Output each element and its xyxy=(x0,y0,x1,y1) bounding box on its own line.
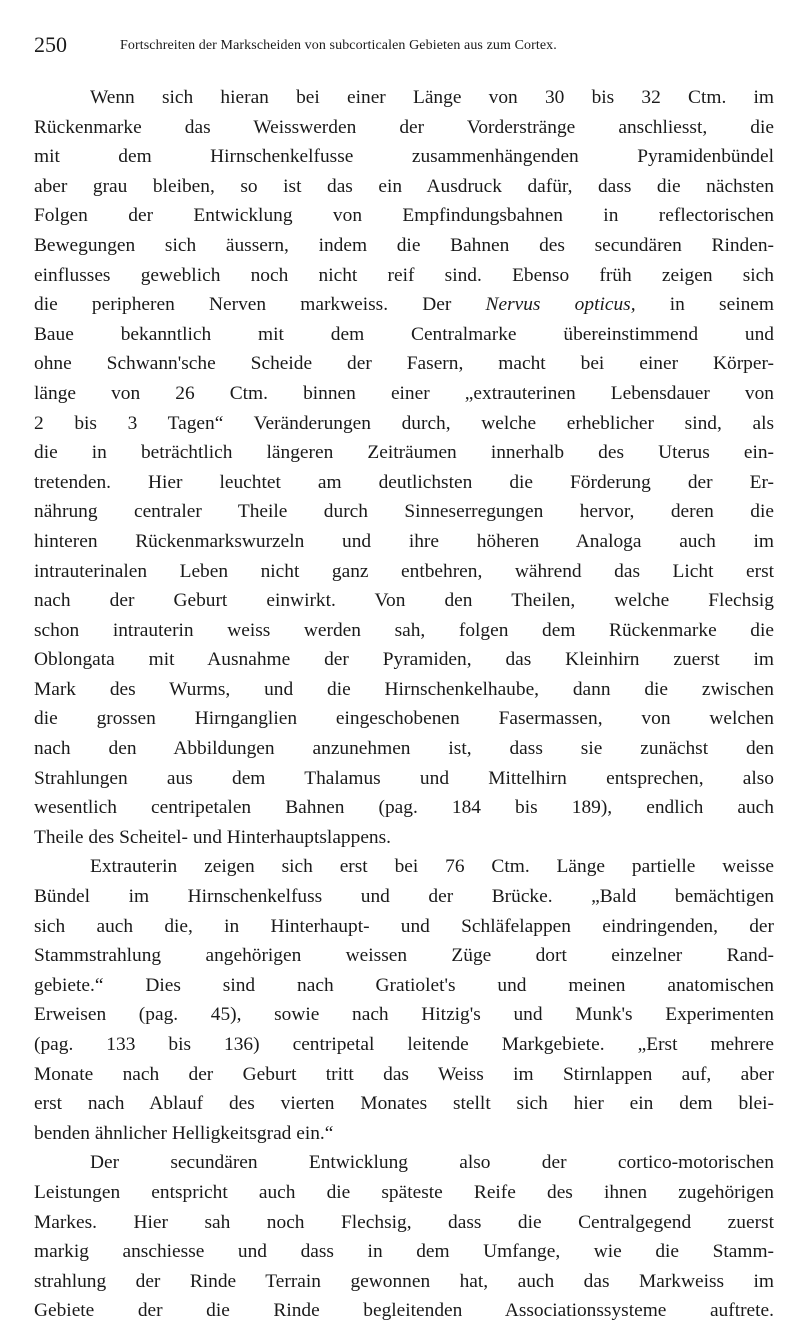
text-line: Wenn sich hieran bei einer Länge von 30 bis 32 Ctm. im xyxy=(90,87,774,108)
text-line: Gebiete der die Rinde begleitenden Associationssysteme auftrete. xyxy=(34,1300,774,1322)
text-line: Extrauterin zeigen sich erst bei 76 Ctm. Länge partielle weisse xyxy=(90,856,774,878)
body-text xyxy=(34,83,774,1326)
text-line: mit dem Hirnschenkelfusse zusammenhängenden Pyramidenbündel xyxy=(34,146,774,168)
text-line: nährung centraler Theile durch Sinneserregungen hervor, deren die xyxy=(34,501,774,523)
text-line: Erweisen (pag. 45), sowie nach Hitzig's und Munk's Experimenten xyxy=(34,1004,774,1026)
text-line: ohne Schwann'sche Scheide der Fasern, macht bei einer Körper- xyxy=(34,353,774,375)
page-header xyxy=(34,30,784,60)
text-segment: in seinem xyxy=(669,294,774,316)
text-line: (pag. 133 bis 136) centripetal leitende Markgebiete. „Erst mehrere xyxy=(34,1034,774,1055)
text-line: einflusses geweblich noch nicht reif sind. Ebenso früh zeigen sich xyxy=(34,264,774,286)
text-line: benden ähnlicher Helligkeitsgrad ein.“ xyxy=(34,1122,334,1144)
text-line: schon intrauterin weiss werden sah, folgen dem Rückenmarke die xyxy=(34,619,774,641)
text-line: nach den Abbildungen anzunehmen ist, dass sie zunächst den xyxy=(34,738,774,760)
text-line: strahlung der Rinde Terrain gewonnen hat, auch das Markweiss im xyxy=(34,1270,774,1292)
text-line: Bewegungen sich äussern, indem die Bahnen des secundären Rinden- xyxy=(34,234,774,256)
text-line: Monate nach der Geburt tritt das Weiss im Stirnlappen auf, aber xyxy=(34,1063,774,1085)
italic-term: Nervus opticus, xyxy=(485,294,636,316)
text-line: die in beträchtlich längeren Zeiträumen innerhalb des Uterus ein- xyxy=(34,442,774,464)
text-line: Mark des Wurms, und die Hirnschenkelhaube, dann die zwischen xyxy=(34,678,774,700)
running-head: Fortschreiten der Markscheiden von subcorticalen Gebieten aus zum Cortex. xyxy=(120,38,557,53)
text-line: Strahlungen aus dem Thalamus und Mittelhirn entsprechen, also xyxy=(34,767,774,789)
page-number: 250 xyxy=(34,32,67,57)
text-line: 2 bis 3 Tagen“ Veränderungen durch, welche erheblicher sind, als xyxy=(34,412,774,434)
text-line: Bündel im Hirnschenkelfuss und der Brücke. „Bald bemächtigen xyxy=(34,886,774,908)
text-line: erst nach Ablauf des vierten Monates stellt sich hier ein dem blei- xyxy=(34,1093,774,1115)
text-line: Folgen der Entwicklung von Empfindungsbahnen in reflectorischen xyxy=(34,205,774,227)
text-segment: die peripheren Nerven markweiss. Der xyxy=(34,294,452,316)
text-line: hinteren Rückenmarkswurzeln und ihre höheren Analoga auch im xyxy=(34,530,774,552)
text-line: länge von 26 Ctm. binnen einer „extrauterinen Lebensdauer von xyxy=(34,382,774,404)
text-line: Leistungen entspricht auch die späteste Reife des ihnen zugehörigen xyxy=(34,1181,774,1203)
text-line: Oblongata mit Ausnahme der Pyramiden, das Kleinhirn zuerst im xyxy=(34,649,774,671)
text-line: gebiete.“ Dies sind nach Gratiolet's und meinen anatomischen xyxy=(34,974,774,996)
text-line: sich auch die, in Hinterhaupt- und Schläfelappen eindringenden, der xyxy=(34,915,774,937)
text-line: Markes. Hier sah noch Flechsig, dass die Centralgegend zuerst xyxy=(34,1211,774,1233)
text-line xyxy=(34,290,774,320)
text-line: die grossen Hirnganglien eingeschobenen Fasermassen, von welchen xyxy=(34,708,774,730)
text-line: markig anschiesse und dass in dem Umfange, wie die Stamm- xyxy=(34,1241,774,1263)
text-line: intrauterinalen Leben nicht ganz entbehren, während das Licht erst xyxy=(34,560,774,582)
text-line: tretenden. Hier leuchtet am deutlichsten die Förderung der Er- xyxy=(34,471,774,493)
text-line: wesentlich centripetalen Bahnen (pag. 184 bis 189), endlich auch xyxy=(34,797,774,819)
text-line: Baue bekanntlich mit dem Centralmarke übereinstimmend und xyxy=(34,323,774,345)
text-line: Stammstrahlung angehörigen weissen Züge dort einzelner Rand- xyxy=(34,945,774,967)
text-line: Theile des Scheitel- und Hinterhauptslappens. xyxy=(34,826,392,848)
text-line: Rückenmarke das Weisswerden der Vorderstränge anschliesst, die xyxy=(34,116,774,138)
text-line: Der secundären Entwicklung also der cortico-motorischen xyxy=(90,1152,774,1174)
text-line: aber grau bleiben, so ist das ein Ausdruck dafür, dass die nächsten xyxy=(34,175,774,197)
text-line: nach der Geburt einwirkt. Von den Theilen, welche Flechsig xyxy=(34,590,774,612)
